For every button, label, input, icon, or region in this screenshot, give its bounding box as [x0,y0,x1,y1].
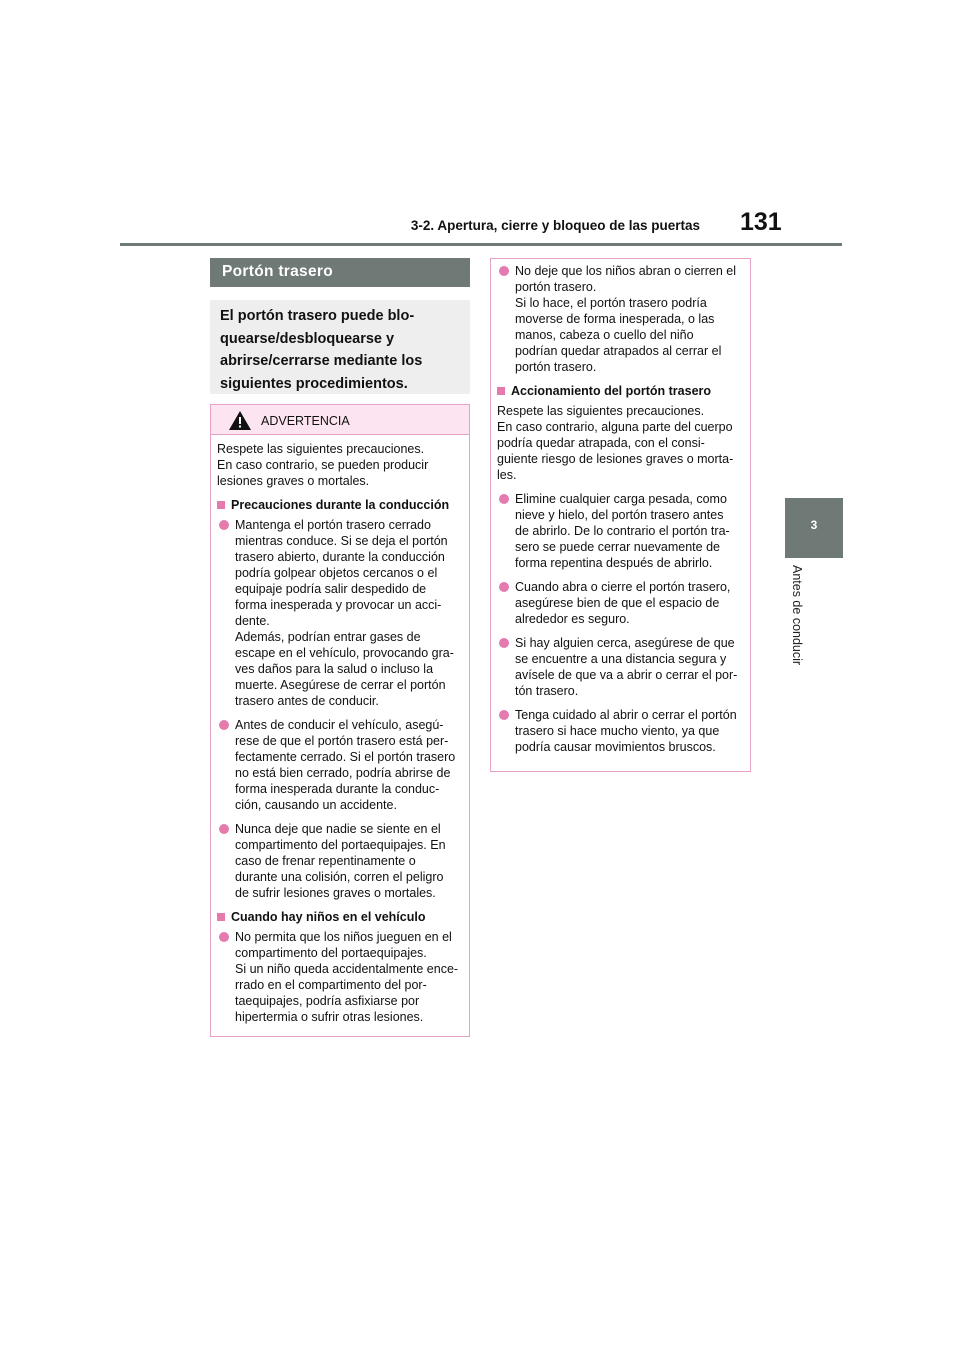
text-line: alrededor es seguro. [515,612,630,626]
intro-line: abrirse/cerrarse mediante los [220,353,423,369]
subsection-title [217,497,463,513]
bullet-item [217,717,463,813]
text-line: compartimento del portaequipajes. En [235,838,446,852]
bullet-item [497,263,744,375]
text-line: compartimento del portaequipajes. [235,946,427,960]
text-line: asegúrese bien de que el espacio de [515,596,720,610]
text-line: podría quedar atrapada, con el consi- [497,436,705,450]
text-line: Tenga cuidado al abrir o cerrar el portón [515,708,737,722]
round-bullet-icon [499,710,509,720]
subsection-title-text: Accionamiento del portón trasero [511,384,712,398]
bullet-item [217,517,463,709]
text-line: Elimine cualquier carga pesada, como [515,492,727,506]
header-rule [120,243,842,246]
text-line: trasero antes de conducir. [235,694,379,708]
bullet-item [217,929,463,1025]
text-line: podría causar movimientos bruscos. [515,740,716,754]
text-line: rrado en el compartimento del por- [235,978,427,992]
text-line: taequipajes, podría asfixiarse por [235,994,420,1008]
text-line: No permita que los niños jueguen en el [235,930,452,944]
section-header: 3-2. Apertura, cierre y bloqueo de las puertas [410,218,700,233]
text-line: manos, cabeza o cuello del niño [515,328,694,342]
bullet-item [217,821,463,901]
text-line: portón trasero. [515,360,597,374]
text-line: escape en el vehículo, provocando gra- [235,646,454,660]
page-number: 131 [740,208,782,236]
bullet-item [497,707,744,755]
round-bullet-icon [499,266,509,276]
text-line: lesiones graves o mortales. [217,474,370,488]
text-line: muerte. Asegúrese de cerrar el portón [235,678,446,692]
text-line: Además, podrían entrar gases de [235,630,421,644]
warning-title: ADVERTENCIA [261,414,350,428]
subsection-title-text: Precauciones durante la conducción [231,498,450,512]
text-line: Respete las siguientes precauciones. [217,442,425,456]
text-line: Si lo hace, el portón trasero podría [515,296,707,310]
text-line: Nunca deje que nadie se siente en el [235,822,441,836]
text-line: Respete las siguientes precauciones. [497,404,705,418]
round-bullet-icon [499,582,509,592]
text-line: trasero abierto, durante la conducción [235,550,445,564]
square-bullet-icon [217,501,225,509]
subsection-title-text: Cuando hay niños en el vehículo [231,910,426,924]
text-line: Cuando abra o cierre el portón trasero, [515,580,731,594]
bullet-item [497,579,744,627]
text-line: hipertermia o sufrir otras lesiones. [235,1010,424,1024]
text-line: mientras conduce. Si se deja el portón [235,534,448,548]
text-line: caso de frenar repentinamente o [235,854,416,868]
text-line: de abrirlo. De lo contrario el portón tra- [515,524,730,538]
warning-body [211,435,469,1039]
subsection-title [497,383,744,399]
chapter-label: Antes de conducir [790,565,804,666]
square-bullet-icon [217,913,225,921]
text-line: no está bien cerrado, podría abrirse de [235,766,451,780]
text-line: guiente riesgo de lesiones graves o morta- [497,452,734,466]
chapter-tab: 3 [785,498,843,558]
warning-intro [217,441,463,489]
text-line: podría golpear objetos cercanos o el [235,566,438,580]
text-line: les. [497,468,517,482]
text-line: moverse de forma inesperada, o las [515,312,715,326]
text-line: sero se puede cerrar nuevamente de [515,540,720,554]
text-line: de sufrir lesiones graves o mortales. [235,886,436,900]
round-bullet-icon [219,824,229,834]
round-bullet-icon [499,494,509,504]
text-line: ves daños para la salud o incluso la [235,662,434,676]
text-line: rese de que el portón trasero está per- [235,734,449,748]
warning-triangle-icon [228,410,252,431]
text-line: forma repentina después de abrirlo. [515,556,713,570]
warning-header [211,405,469,435]
warning-box [210,404,470,1037]
warning-box-continued [490,258,751,772]
round-bullet-icon [219,520,229,530]
text-line: Mantenga el portón trasero cerrado [235,518,431,532]
bullet-item [497,491,744,571]
text-line: Si hay alguien cerca, asegúrese de que [515,636,735,650]
section-title: Portón trasero [210,258,470,287]
text-line: dente. [235,614,270,628]
round-bullet-icon [499,638,509,648]
text-line: fectamente cerrado. Si el portón trasero [235,750,456,764]
text-line: En caso contrario, alguna parte del cuerpo [497,420,733,434]
text-line: tón trasero. [515,684,579,698]
text-line: avísele de que va a abrir o cerrar el por- [515,668,738,682]
text-line: No deje que los niños abran o cierren el [515,264,736,278]
intro-line: quearse/desbloquearse y [220,330,395,347]
intro-line: El portón trasero puede blo- [220,308,415,324]
subsection-intro [497,403,744,483]
text-line: trasero si hace mucho viento, ya que [515,724,720,738]
text-line: nieve y hielo, del portón trasero antes [515,508,724,522]
subsection-title [217,909,463,925]
text-line: equipaje podría salir despedido de [235,582,427,596]
text-line: portón trasero. [515,280,597,294]
intro-line: siguientes procedimientos. [220,375,408,392]
text-line: podrían quedar atrapados al cerrar el [515,344,722,358]
warning-body [491,259,750,769]
text-line: ción, causando un accidente. [235,798,397,812]
text-line: forma inesperada durante la conduc- [235,782,440,796]
round-bullet-icon [219,720,229,730]
text-line: forma inesperada y provocar un acci- [235,598,442,612]
square-bullet-icon [497,387,505,395]
round-bullet-icon [219,932,229,942]
text-line: se encuentre a una distancia segura y [515,652,727,666]
text-line: durante una colisión, corren el peligro [235,870,444,884]
text-line: Si un niño queda accidentalmente ence- [235,962,459,976]
text-line: Antes de conducir el vehículo, asegú- [235,718,444,732]
bullet-item [497,635,744,699]
intro-box [210,300,470,394]
text-line: En caso contrario, se pueden producir [217,458,429,472]
